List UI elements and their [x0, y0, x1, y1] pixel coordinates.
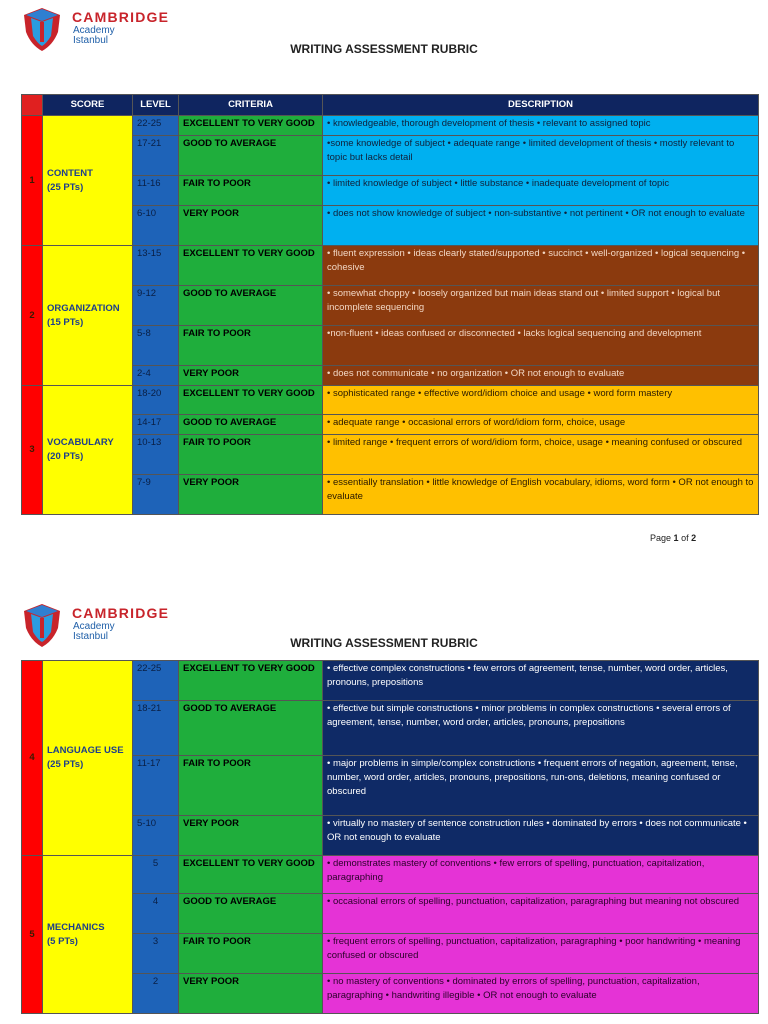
level-cell: 5: [133, 856, 179, 894]
table-header-row: [22, 95, 759, 116]
section-name: VOCABULARY: [47, 437, 114, 448]
header-description: DESCRIPTION: [323, 95, 759, 116]
section-number: 5: [22, 856, 43, 1014]
level-cell: 5-8: [133, 326, 179, 366]
level-cell: 11-17: [133, 756, 179, 816]
table-row: [22, 246, 759, 286]
description-cell: • frequent errors of spelling, punctuation, capitalization, paragraphing • poor handwriting • meaning confused or obscured: [323, 934, 759, 974]
description-cell: • no mastery of conventions • dominated by errors of spelling, punctuation, capitalization, paragraphing • handwriting illegible • OR not enough to evaluate: [323, 974, 759, 1014]
table-row: [22, 286, 759, 326]
logo-line-1: Academy: [73, 621, 115, 632]
description-cell: • virtually no mastery of sentence construction rules • dominated by errors • does not communicate • OR not enough to evaluate: [323, 816, 759, 856]
description-cell: • essentially translation • little knowledge of English vocabulary, idioms, word form • OR not enough to evaluate: [323, 475, 759, 515]
page-word: Page: [650, 533, 672, 543]
table-row: [22, 661, 759, 701]
section-name: CONTENT: [47, 167, 93, 179]
logo-line-1: Academy: [73, 25, 115, 36]
criteria-cell: VERY POOR: [179, 475, 323, 515]
level-cell: 22-25: [133, 116, 179, 136]
description-cell: • adequate range • occasional errors of word/idiom form, choice, usage: [323, 415, 759, 435]
table-row: [22, 366, 759, 386]
table-row: [22, 934, 759, 974]
level-cell: 6-10: [133, 206, 179, 246]
criteria-cell: EXCELLENT TO VERY GOOD: [179, 116, 323, 136]
criteria-cell: EXCELLENT TO VERY GOOD: [179, 661, 323, 701]
level-cell: 3: [133, 934, 179, 974]
logo-brand: CAMBRIDGE: [72, 9, 170, 25]
description-cell: • fluent expression • ideas clearly stated/supported • succinct • well-organized • logical sequencing • cohesive: [323, 246, 759, 286]
description-cell: • demonstrates mastery of conventions • few errors of spelling, punctuation, capitalization, paragraphing: [323, 856, 759, 894]
section-points: (5 PTs): [47, 935, 78, 947]
criteria-cell: EXCELLENT TO VERY GOOD: [179, 246, 323, 286]
criteria-cell: GOOD TO AVERAGE: [179, 894, 323, 934]
table-row: [22, 435, 759, 475]
rubric-table-page-2: [21, 660, 759, 1014]
table-row: [22, 415, 759, 435]
section-score: [43, 661, 133, 856]
criteria-cell: VERY POOR: [179, 366, 323, 386]
section-score: [43, 116, 133, 246]
table-row: [22, 701, 759, 756]
section-score: [43, 246, 133, 386]
description-cell: • knowledgeable, thorough development of thesis • relevant to assigned topic: [323, 116, 759, 136]
level-cell: 18-21: [133, 701, 179, 756]
page-total: 2: [691, 533, 697, 543]
criteria-cell: FAIR TO POOR: [179, 756, 323, 816]
table-row: [22, 326, 759, 366]
level-cell: 2-4: [133, 366, 179, 386]
description-cell: • limited knowledge of subject • little substance • inadequate development of topic: [323, 176, 759, 206]
criteria-cell: FAIR TO POOR: [179, 326, 323, 366]
criteria-cell: GOOD TO AVERAGE: [179, 286, 323, 326]
level-cell: 5-10: [133, 816, 179, 856]
of-word: of: [681, 533, 689, 543]
table-row: [22, 206, 759, 246]
criteria-cell: FAIR TO POOR: [179, 435, 323, 475]
criteria-cell: VERY POOR: [179, 816, 323, 856]
level-cell: 4: [133, 894, 179, 934]
section-number: 3: [22, 386, 43, 515]
table-row: [22, 856, 759, 894]
table-row: [22, 756, 759, 816]
criteria-cell: FAIR TO POOR: [179, 934, 323, 974]
table-row: [22, 386, 759, 415]
page-current: 1: [673, 533, 679, 543]
criteria-cell: GOOD TO AVERAGE: [179, 136, 323, 176]
criteria-cell: GOOD TO AVERAGE: [179, 701, 323, 756]
level-cell: 11-16: [133, 176, 179, 206]
section-number: 4: [22, 661, 43, 856]
criteria-cell: EXCELLENT TO VERY GOOD: [179, 856, 323, 894]
description-cell: • does not communicate • no organization • OR not enough to evaluate: [323, 366, 759, 386]
page-2: [0, 596, 768, 1024]
section-score: [43, 856, 133, 1014]
section-number: 1: [22, 116, 43, 246]
table-row: [22, 974, 759, 1014]
section-points: (20 PTs): [47, 451, 84, 462]
criteria-cell: FAIR TO POOR: [179, 176, 323, 206]
header-corner: [22, 95, 43, 116]
rubric-table-page-1: [21, 94, 759, 515]
level-cell: 18-20: [133, 386, 179, 415]
table-row: [22, 475, 759, 515]
level-cell: 14-17: [133, 415, 179, 435]
level-cell: 13-15: [133, 246, 179, 286]
table-row: [22, 894, 759, 934]
description-cell: • effective but simple constructions • minor problems in complex constructions • several errors of agreement, tense, number, word order, articles, pronouns, prepositions: [323, 701, 759, 756]
section-score: [43, 386, 133, 515]
section-points: (25 PTs): [47, 181, 84, 193]
header-level: LEVEL: [133, 95, 179, 116]
logo-line-2: Istanbul: [73, 631, 109, 642]
criteria-cell: EXCELLENT TO VERY GOOD: [179, 386, 323, 415]
description-cell: • sophisticated range • effective word/idiom choice and usage • word form mastery: [323, 386, 759, 415]
header-criteria: CRITERIA: [179, 95, 323, 116]
description-cell: • occasional errors of spelling, punctuation, capitalization, paragraphing but meaning not obscured: [323, 894, 759, 934]
section-name: MECHANICS: [47, 921, 105, 933]
section-name: ORGANIZATION: [47, 302, 120, 314]
criteria-cell: VERY POOR: [179, 974, 323, 1014]
description-cell: •some knowledge of subject • adequate range • limited development of thesis • mostly relevant to topic but lacks detail: [323, 136, 759, 176]
table-row: [22, 116, 759, 136]
table-row: [22, 816, 759, 856]
level-cell: 2: [133, 974, 179, 1014]
criteria-cell: GOOD TO AVERAGE: [179, 415, 323, 435]
level-cell: 9-12: [133, 286, 179, 326]
document-title: WRITING ASSESSMENT RUBRIC: [290, 42, 478, 56]
criteria-cell: VERY POOR: [179, 206, 323, 246]
level-cell: 10-13: [133, 435, 179, 475]
section-name: LANGUAGE USE: [47, 745, 124, 756]
description-cell: • effective complex constructions • few errors of agreement, tense, number, word order, articles, pronouns, prepositions: [323, 661, 759, 701]
logo-brand: CAMBRIDGE: [72, 605, 170, 621]
section-number: 2: [22, 246, 43, 386]
header-score: SCORE: [43, 95, 133, 116]
section-points: (15 PTs): [47, 316, 84, 328]
level-cell: 22-25: [133, 661, 179, 701]
description-cell: • major problems in simple/complex constructions • frequent errors of negation, agreement, tense, number, word order, articles, pronouns, prepositions, run-ons, deletions, meaning confused or obscured: [323, 756, 759, 816]
page-number: [650, 533, 696, 543]
table-row: [22, 136, 759, 176]
document-title: WRITING ASSESSMENT RUBRIC: [290, 636, 478, 650]
section-points: (25 PTs): [47, 759, 84, 770]
level-cell: 7-9: [133, 475, 179, 515]
description-cell: • somewhat choppy • loosely organized but main ideas stand out • limited support • logical but incomplete sequencing: [323, 286, 759, 326]
table-row: [22, 176, 759, 206]
description-cell: • limited range • frequent errors of word/idiom form, choice, usage • meaning confused or obscured: [323, 435, 759, 475]
logo-line-2: Istanbul: [73, 35, 109, 46]
description-cell: •non-fluent • ideas confused or disconnected • lacks logical sequencing and development: [323, 326, 759, 366]
level-cell: 17-21: [133, 136, 179, 176]
description-cell: • does not show knowledge of subject • non-substantive • not pertinent • OR not enough to evaluate: [323, 206, 759, 246]
